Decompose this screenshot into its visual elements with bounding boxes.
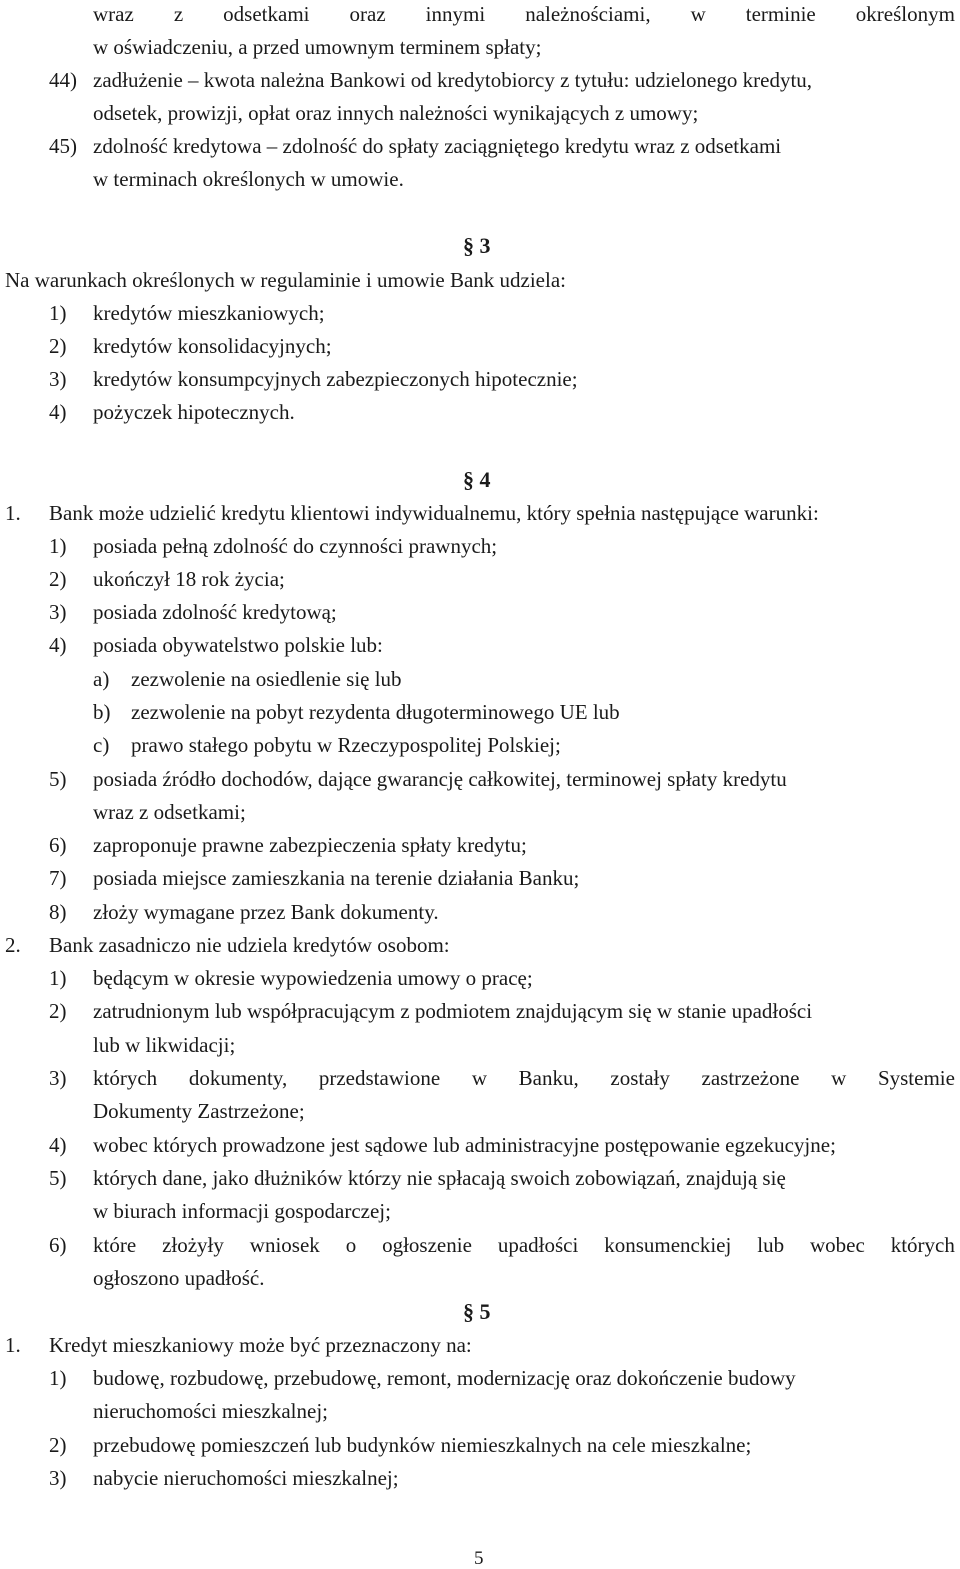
list-item: będącym w okresie wypowiedzenia umowy o pracę;	[93, 966, 533, 990]
list-number: 1)	[49, 966, 67, 990]
word: w	[690, 2, 706, 26]
word: które	[93, 1233, 137, 1257]
word: oraz	[349, 2, 386, 26]
word: należnościami,	[525, 2, 651, 26]
list-item: budowę, rozbudowę, przebudowę, remont, modernizację oraz dokończenie budowy	[93, 1366, 796, 1390]
word: o	[345, 1233, 357, 1257]
sub-list-letter: c)	[93, 733, 110, 757]
list-number: 4)	[49, 400, 67, 424]
word: innymi	[425, 2, 486, 26]
list-number: 3)	[49, 600, 67, 624]
list-item-continuation: Dokumenty Zastrzeżone;	[93, 1099, 305, 1123]
word: konsumenckiej	[604, 1233, 732, 1257]
list-item: których dane, jako dłużników którzy nie spłacają swoich zobowiązań, znajdują się	[93, 1166, 786, 1190]
list-number: 5)	[49, 767, 67, 791]
word: określonym	[855, 2, 955, 26]
word: złożyły	[162, 1233, 224, 1257]
list-item: złoży wymagane przez Bank dokumenty.	[93, 900, 439, 924]
list-number: 4)	[49, 1133, 67, 1157]
definition-45-line-2: w terminach określonych w umowie.	[93, 167, 404, 191]
list-number: 6)	[49, 833, 67, 857]
paragraph-number: 2.	[5, 933, 21, 957]
sub-list-letter: b)	[93, 700, 111, 724]
list-item: wobec których prowadzone jest sądowe lub administracyjne postępowanie egzekucyjne;	[93, 1133, 836, 1157]
list-number: 2)	[49, 334, 67, 358]
list-item	[93, 1068, 955, 1089]
list-number: 1)	[49, 534, 67, 558]
word: wraz	[93, 2, 134, 26]
list-item: zaproponuje prawne zabezpieczenia spłaty kredytu;	[93, 833, 527, 857]
list-number: 3)	[49, 1466, 67, 1490]
intro-line-1	[93, 4, 955, 25]
list-item: kredytów mieszkaniowych;	[93, 301, 325, 325]
list-item: przebudowę pomieszczeń lub budynków niemieszkalnych na cele mieszkalne;	[93, 1433, 752, 1457]
word: zastrzeżone	[701, 1066, 800, 1090]
word: w	[831, 1066, 847, 1090]
section-3-intro: Na warunkach określonych w regulaminie i umowie Bank udziela:	[5, 268, 566, 292]
section-4-heading: § 4	[463, 467, 491, 492]
section-3-heading: § 3	[463, 233, 491, 258]
list-item-continuation: lub w likwidacji;	[93, 1033, 236, 1057]
word: Systemie	[877, 1066, 955, 1090]
word: których	[890, 1233, 955, 1257]
list-item: kredytów konsumpcyjnych zabezpieczonych hipotecznie;	[93, 367, 578, 391]
list-number: 2)	[49, 567, 67, 591]
list-item: kredytów konsolidacyjnych;	[93, 334, 332, 358]
word: wniosek	[249, 1233, 320, 1257]
word: wobec	[810, 1233, 865, 1257]
section-5-heading: § 5	[463, 1299, 491, 1324]
list-item: zatrudnionym lub współpracującym z podmiotem znajdującym się w stanie upadłości	[93, 999, 813, 1023]
list-number: 3)	[49, 367, 67, 391]
definition-number: 45)	[49, 134, 77, 158]
list-item: posiada źródło dochodów, dające gwarancję całkowitej, terminowej spłaty kredytu	[93, 767, 787, 791]
word: upadłości	[497, 1233, 579, 1257]
list-item: ukończył 18 rok życia;	[93, 567, 285, 591]
intro-line-2: w oświadczeniu, a przed umownym terminem spłaty;	[93, 35, 542, 59]
list-item: posiada zdolność kredytową;	[93, 600, 337, 624]
list-item: posiada miejsce zamieszkania na terenie działania Banku;	[93, 866, 580, 890]
list-item: posiada pełną zdolność do czynności prawnych;	[93, 534, 498, 558]
sub-list-item: prawo stałego pobytu w Rzeczypospolitej Polskiej;	[131, 733, 561, 757]
list-number: 3)	[49, 1066, 67, 1090]
paragraph-number: 1.	[5, 1333, 21, 1357]
list-item-continuation: w biurach informacji gospodarczej;	[93, 1199, 391, 1223]
definition-number: 44)	[49, 68, 77, 92]
sub-list-item: zezwolenie na osiedlenie się lub	[131, 667, 402, 691]
word: odsetkami	[223, 2, 310, 26]
paragraph-text: Bank może udzielić kredytu klientowi indywidualnemu, który spełnia następujące warunki:	[49, 501, 819, 525]
page-number: 5	[474, 1548, 484, 1569]
list-number: 7)	[49, 866, 67, 890]
word: lub	[757, 1233, 785, 1257]
list-number: 8)	[49, 900, 67, 924]
list-number: 1)	[49, 301, 67, 325]
list-item: posiada obywatelstwo polskie lub:	[93, 633, 383, 657]
word: zostały	[610, 1066, 670, 1090]
word: w	[471, 1066, 487, 1090]
list-number: 6)	[49, 1233, 67, 1257]
word: z	[173, 2, 184, 26]
list-item	[93, 1235, 955, 1256]
list-number: 2)	[49, 999, 67, 1023]
list-item-continuation: nieruchomości mieszkalnej;	[93, 1399, 329, 1423]
paragraph-text: Kredyt mieszkaniowy może być przeznaczony na:	[49, 1333, 472, 1357]
word: dokumenty,	[188, 1066, 288, 1090]
definition-45-line-1: zdolność kredytowa – zdolność do spłaty zaciągniętego kredytu wraz z odsetkami	[93, 134, 782, 158]
word: Banku,	[518, 1066, 579, 1090]
list-item: nabycie nieruchomości mieszkalnej;	[93, 1466, 399, 1490]
list-number: 2)	[49, 1433, 67, 1457]
paragraph-text: Bank zasadniczo nie udziela kredytów osobom:	[49, 933, 450, 957]
list-item: pożyczek hipotecznych.	[93, 400, 295, 424]
sub-list-letter: a)	[93, 667, 110, 691]
sub-list-item: zezwolenie na pobyt rezydenta długoterminowego UE lub	[131, 700, 620, 724]
list-number: 1)	[49, 1366, 67, 1390]
list-item-continuation: wraz z odsetkami;	[93, 800, 246, 824]
word: których	[93, 1066, 158, 1090]
word: przedstawione	[318, 1066, 441, 1090]
list-number: 4)	[49, 633, 67, 657]
word: ogłoszenie	[382, 1233, 472, 1257]
list-item-continuation: ogłoszono upadłość.	[93, 1266, 265, 1290]
paragraph-number: 1.	[5, 501, 21, 525]
definition-44-line-1: zadłużenie – kwota należna Bankowi od kredytobiorcy z tytułu: udzielonego kredytu,	[93, 68, 813, 92]
definition-44-line-2: odsetek, prowizji, opłat oraz innych należności wynikających z umowy;	[93, 101, 699, 125]
list-number: 5)	[49, 1166, 67, 1190]
word: terminie	[745, 2, 816, 26]
